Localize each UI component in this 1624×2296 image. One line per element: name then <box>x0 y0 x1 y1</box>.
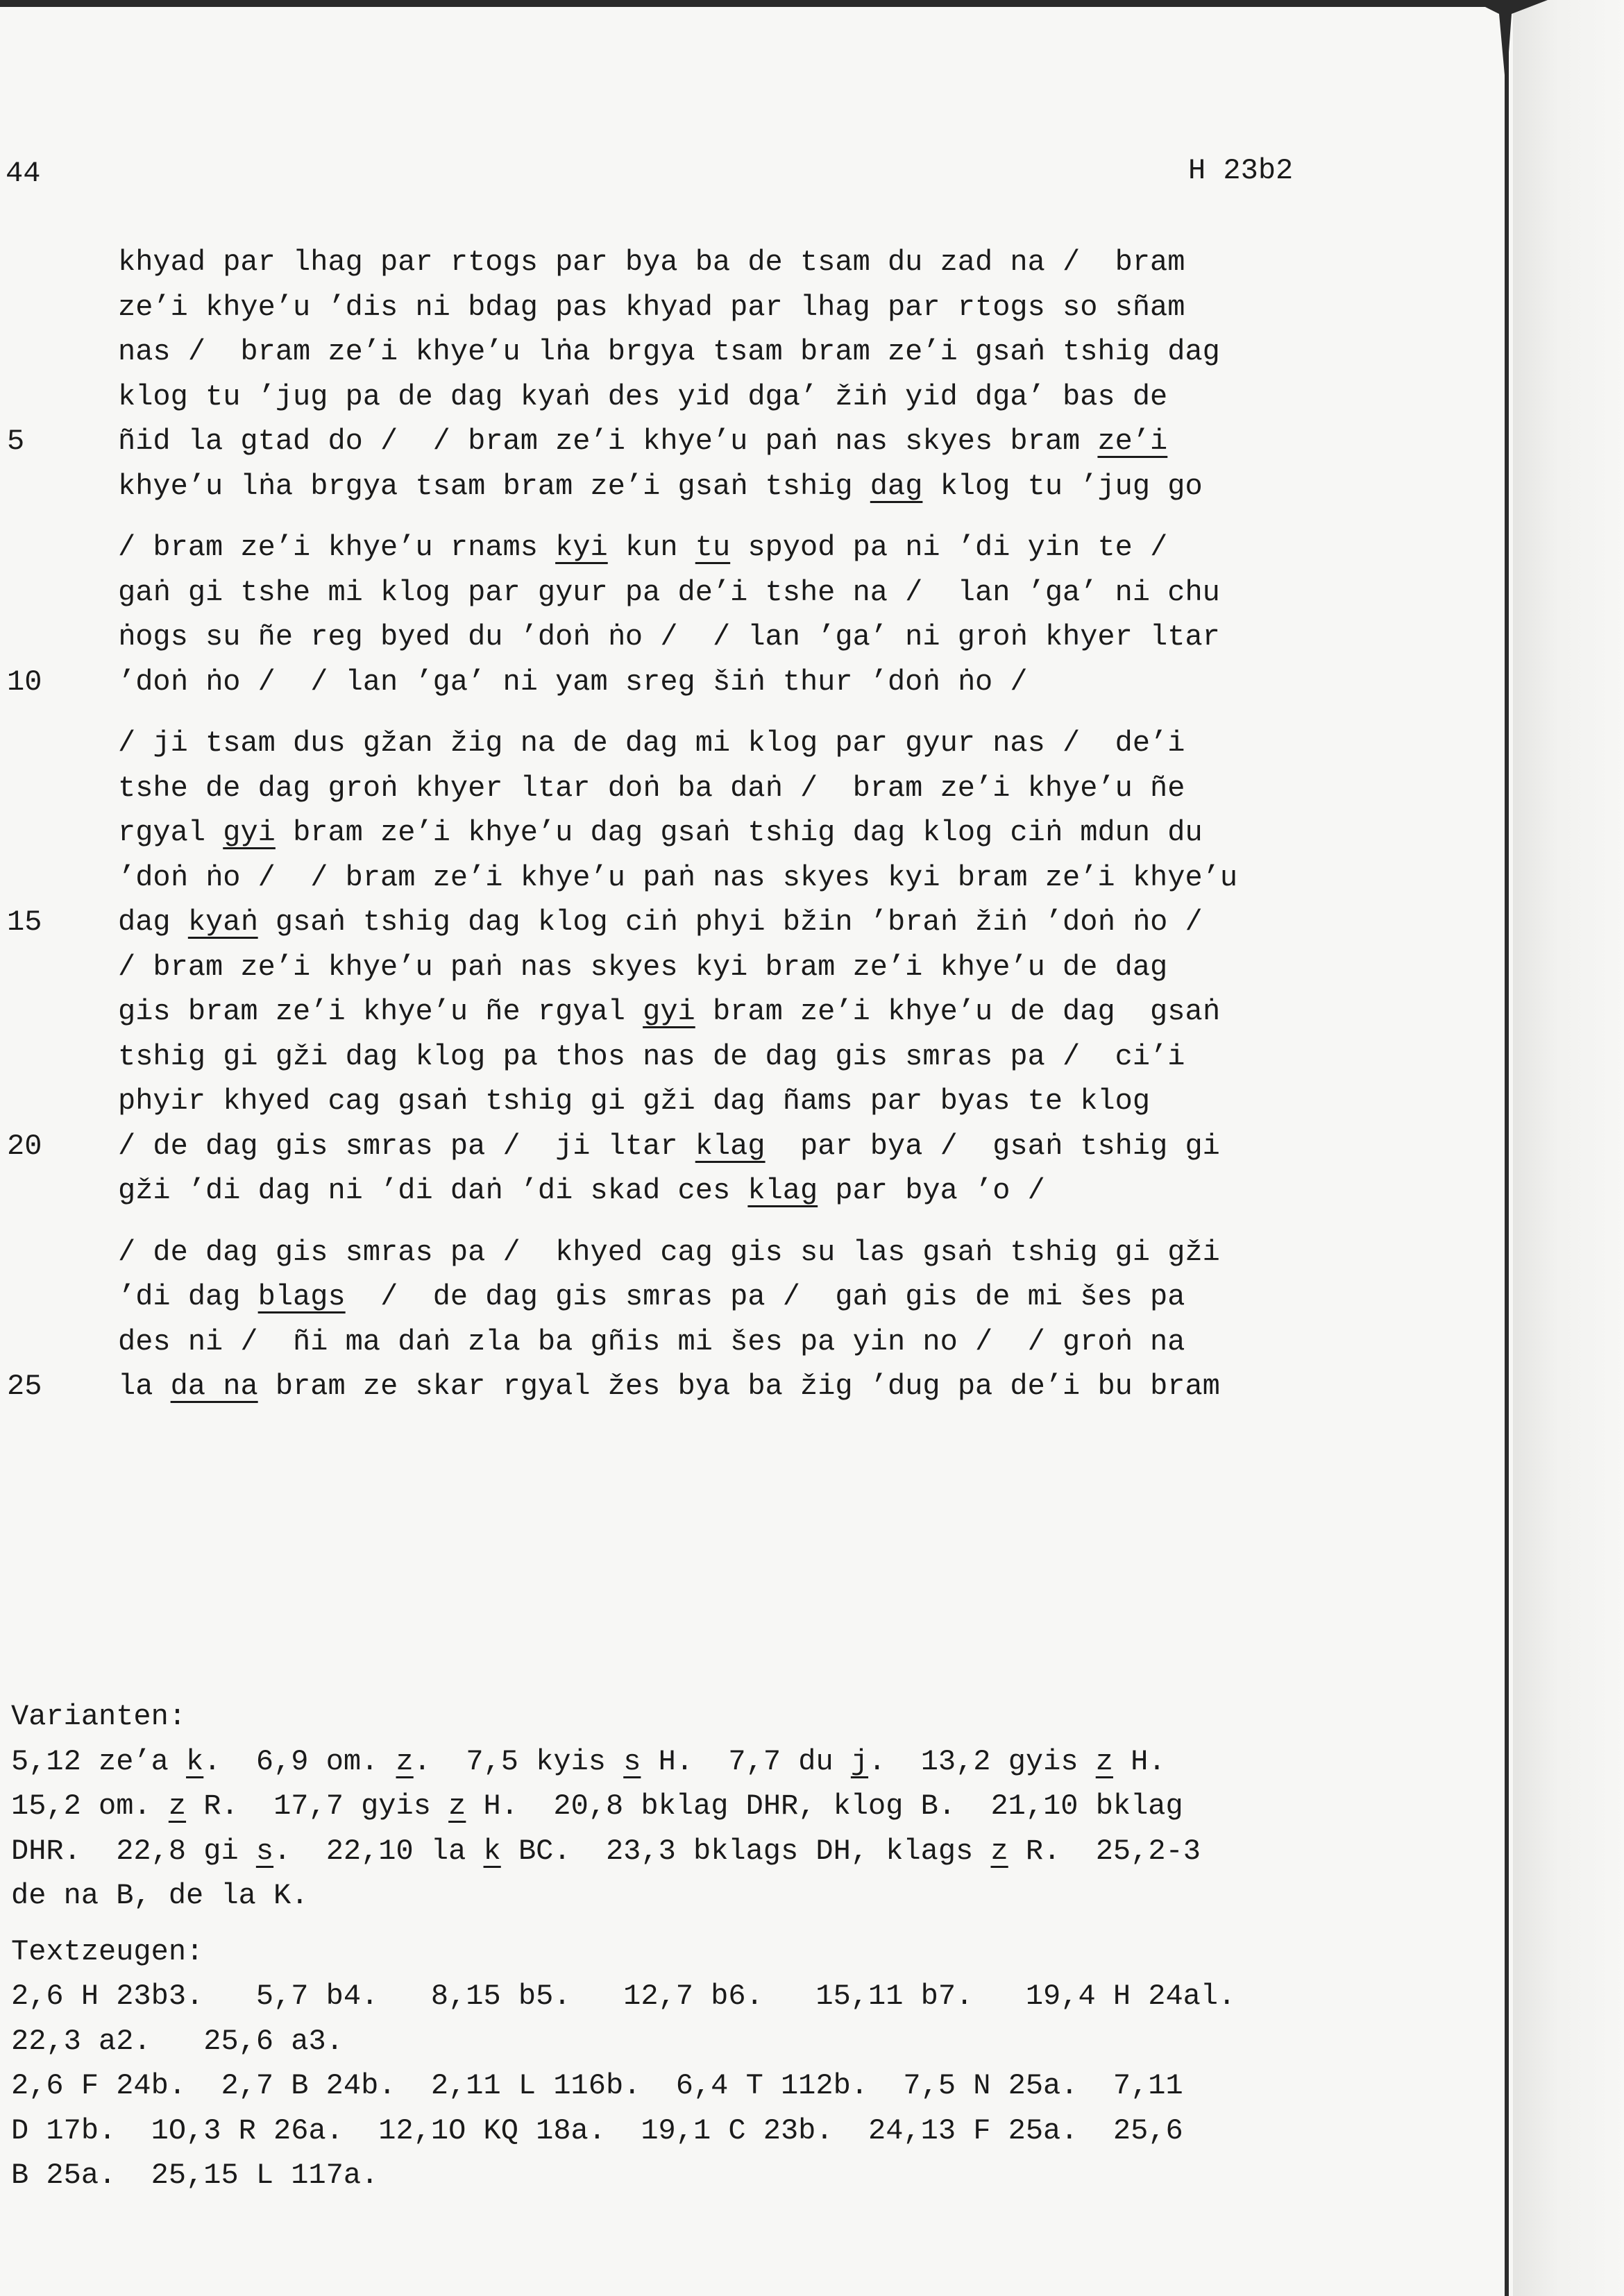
text-line <box>118 856 1312 901</box>
text-segment: B 25a. 25,15 L 117a. <box>11 2159 379 2192</box>
text-segment: khye’u lṅa brgya tsam bram ze’i gsaṅ tshig <box>118 469 870 503</box>
text-line <box>118 721 1312 766</box>
text-segment: des ni / ñi ma daṅ zla ba gñis mi šes pa yin no / / groṅ na <box>118 1325 1185 1359</box>
paragraph <box>7 525 1312 704</box>
text-line <box>118 240 1312 285</box>
text-segment: khyad par lhag par rtogs par bya ba de tsam du zad na / bram <box>118 246 1185 279</box>
underlined-word: k <box>483 1834 501 1868</box>
underlined-word: kyi <box>555 531 608 564</box>
paragraph <box>7 1230 1312 1409</box>
text-line <box>118 375 1312 420</box>
text-segment: de na B, de la K. <box>11 1879 309 1912</box>
text-segment: . 6,9 om. <box>203 1744 396 1778</box>
text-segment: dag <box>118 905 188 939</box>
text-segment: phyir khyed cag gsaṅ tshig gi gži dag ñams par byas te klog <box>118 1085 1151 1118</box>
text-segment: tshe de dag groṅ khyer ltar doṅ ba daṅ / bram ze’i khye’u ñe <box>118 771 1185 805</box>
paragraph <box>7 721 1312 1214</box>
text-line <box>118 810 1312 856</box>
underlined-word: z <box>1095 1744 1113 1778</box>
underlined-word: dag <box>870 469 923 503</box>
varianten-heading: Varianten: <box>11 1700 187 1733</box>
text-segment: gis bram ze’i khye’u ñe rgyal <box>118 995 643 1028</box>
text-line <box>7 419 1312 464</box>
variant-line <box>11 1784 1371 1829</box>
text-line <box>118 1168 1312 1214</box>
text-segment: . 22,10 la <box>273 1834 484 1868</box>
underlined-word: z <box>168 1789 187 1823</box>
text-line <box>118 945 1312 990</box>
text-segment: ’doṅ ṅo / / bram ze’i khye’u paṅ nas skyes kyi bram ze’i khye’u <box>118 860 1238 894</box>
text-segment: / de dag gis smras pa / khyed cag gis su las gsaṅ tshig gi gži <box>118 1235 1220 1269</box>
text-line <box>7 660 1312 705</box>
text-segment: kun <box>607 531 695 564</box>
text-segment: spyod pa ni ’di yin te / <box>730 531 1168 564</box>
underlined-word: tu <box>695 531 731 564</box>
scan-right-border <box>1505 0 1509 2296</box>
text-segment: ñid la gtad do / / bram ze’i khye’u paṅ nas skyes bram <box>118 425 1098 458</box>
textzeugen-heading: Textzeugen: <box>11 1934 204 1968</box>
witness-line <box>11 2019 1371 2064</box>
text-segment: BC. 23,3 bklags DH, klags <box>500 1834 991 1868</box>
underlined-word: klag <box>695 1129 766 1163</box>
text-segment: R. 25,2-3 <box>1008 1834 1201 1868</box>
text-segment: D 17b. 1O,3 R 26a. 12,1O KQ 18a. 19,1 C 23b. 24,13 F 25a. 25,6 <box>11 2114 1183 2148</box>
text-segment: / ji tsam dus gžan žig na de dag mi klog par gyur nas / de’i <box>118 726 1185 760</box>
text-segment: R. 17,7 gyis <box>186 1789 449 1823</box>
text-line <box>118 330 1312 375</box>
text-line <box>118 570 1312 615</box>
text-line <box>7 1364 1312 1409</box>
text-segment: gsaṅ tshig dag klog ciṅ phyi bžin ’braṅ žiṅ ’doṅ ṅo / <box>257 905 1203 939</box>
text-segment: bram ze’i khye’u de dag gsaṅ <box>695 995 1220 1028</box>
text-segment: / bram ze’i khye’u paṅ nas skyes kyi bram ze’i khye’u de dag <box>118 950 1168 984</box>
witness-line <box>11 2153 1371 2198</box>
line-number: 5 <box>7 425 25 458</box>
scan-edge-shadow <box>1513 0 1624 2296</box>
text-segment: klog tu ’jug pa de dag kyaṅ des yid dga’ žiṅ yid dga’ bas de <box>118 380 1168 414</box>
line-number: 15 <box>7 905 42 939</box>
text-line <box>118 1275 1312 1320</box>
underlined-word: ze’i <box>1097 425 1168 458</box>
text-segment: bram ze’i khye’u dag gsaṅ tshig dag klog ciṅ mdun du <box>275 816 1203 849</box>
underlined-word: j <box>850 1744 869 1778</box>
underlined-word: kyaṅ <box>187 905 258 939</box>
text-line <box>118 285 1312 330</box>
text-segment: 22,3 a2. 25,6 a3. <box>11 2024 344 2058</box>
underlined-word: s <box>623 1744 641 1778</box>
underlined-word: blags <box>257 1280 346 1313</box>
text-segment: nas / bram ze’i khye’u lṅa brgya tsam bram ze’i gsaṅ tshig dag <box>118 335 1220 368</box>
text-segment: ze’i khye’u ’dis ni bdag pas khyad par lhag par rtogs so sñam <box>118 290 1185 324</box>
text-line <box>118 766 1312 811</box>
paragraph <box>7 240 1312 509</box>
underlined-word: klag <box>747 1174 818 1207</box>
text-segment: / de dag gis smras pa / ji ltar <box>118 1129 695 1163</box>
text-segment: par bya ’o / <box>818 1174 1045 1207</box>
line-number: 25 <box>7 1370 42 1403</box>
text-line <box>7 900 1312 945</box>
line-number: 10 <box>7 665 42 699</box>
text-segment: 15,2 om. <box>11 1789 169 1823</box>
underlined-word: k <box>186 1744 204 1778</box>
text-segment: H. <box>1113 1744 1166 1778</box>
text-line <box>118 1320 1312 1365</box>
text-line <box>118 989 1312 1035</box>
text-segment: la <box>118 1370 171 1403</box>
text-segment: / bram ze’i khye’u rnams <box>118 531 556 564</box>
scan-corner-mark-icon <box>1471 0 1548 90</box>
page-number: 44 <box>6 157 41 190</box>
text-segment: . 7,5 kyis <box>413 1744 624 1778</box>
text-segment: 5,12 ze’a <box>11 1744 187 1778</box>
text-segment: ’di dag <box>118 1280 258 1313</box>
text-segment: DHR. 22,8 gi <box>11 1834 256 1868</box>
text-segment: gaṅ gi tshe mi klog par gyur pa de’i tshe na / lan ’ga’ ni chu <box>118 575 1220 609</box>
variant-line <box>11 1873 1371 1919</box>
underlined-word: z <box>448 1789 466 1823</box>
manuscript-reference: H 23b2 <box>1188 154 1294 187</box>
text-segment: H. 20,8 bklag DHR, klog B. 21,10 bklag <box>466 1789 1183 1823</box>
text-segment: . 13,2 gyis <box>868 1744 1096 1778</box>
underlined-word: z <box>396 1744 414 1778</box>
witness-line <box>11 2109 1371 2154</box>
varianten-list <box>11 1740 1371 1919</box>
text-line <box>118 1079 1312 1124</box>
text-segment: / de dag gis smras pa / gaṅ gis de mi šes pa <box>345 1280 1185 1313</box>
text-segment: 2,6 H 23b3. 5,7 b4. 8,15 b5. 12,7 b6. 15,11 b7. 19,4 H 24al. <box>11 1980 1236 2013</box>
variant-line <box>11 1740 1371 1785</box>
critical-apparatus <box>11 1694 1371 2198</box>
text-line <box>118 525 1312 570</box>
text-segment: par bya / gsaṅ tshig gi <box>765 1129 1220 1163</box>
underlined-word: s <box>255 1834 274 1868</box>
line-number: 20 <box>7 1129 42 1163</box>
witness-line <box>11 1974 1371 2019</box>
text-segment: ṅogs su ñe reg byed du ’doṅ ṅo / / lan ’ga’ ni groṅ khyer ltar <box>118 620 1220 654</box>
underlined-word: gyi <box>223 816 276 849</box>
text-segment: bram ze skar rgyal žes bya ba žig ’dug pa de’i bu bram <box>257 1370 1220 1403</box>
text-segment: ’doṅ ṅo / / lan ’ga’ ni yam sreg šiṅ thur ’doṅ ṅo / <box>118 665 1028 699</box>
scan-top-border <box>0 0 1492 7</box>
text-segment: tshig gi gži dag klog pa thos nas de dag gis smras pa / ci’i <box>118 1039 1185 1073</box>
text-segment: gži ’di dag ni ’di daṅ ’di skad ces <box>118 1174 748 1207</box>
text-line <box>118 464 1312 509</box>
text-line <box>7 1124 1312 1169</box>
text-line <box>118 1035 1312 1080</box>
text-line <box>118 615 1312 660</box>
text-segment: rgyal <box>118 816 223 849</box>
underlined-word: z <box>990 1834 1008 1868</box>
underlined-word: da na <box>170 1370 258 1403</box>
textzeugen-list <box>11 1974 1371 2198</box>
variant-line <box>11 1829 1371 1874</box>
underlined-word: gyi <box>643 995 695 1028</box>
witness-line <box>11 2064 1371 2109</box>
text-segment: H. 7,7 du <box>641 1744 851 1778</box>
text-line <box>118 1230 1312 1275</box>
main-text-block <box>7 240 1312 1426</box>
text-segment: 2,6 F 24b. 2,7 B 24b. 2,11 L 116b. 6,4 T 112b. 7,5 N 25a. 7,11 <box>11 2069 1183 2102</box>
text-segment: klog tu ’jug go <box>922 469 1203 503</box>
